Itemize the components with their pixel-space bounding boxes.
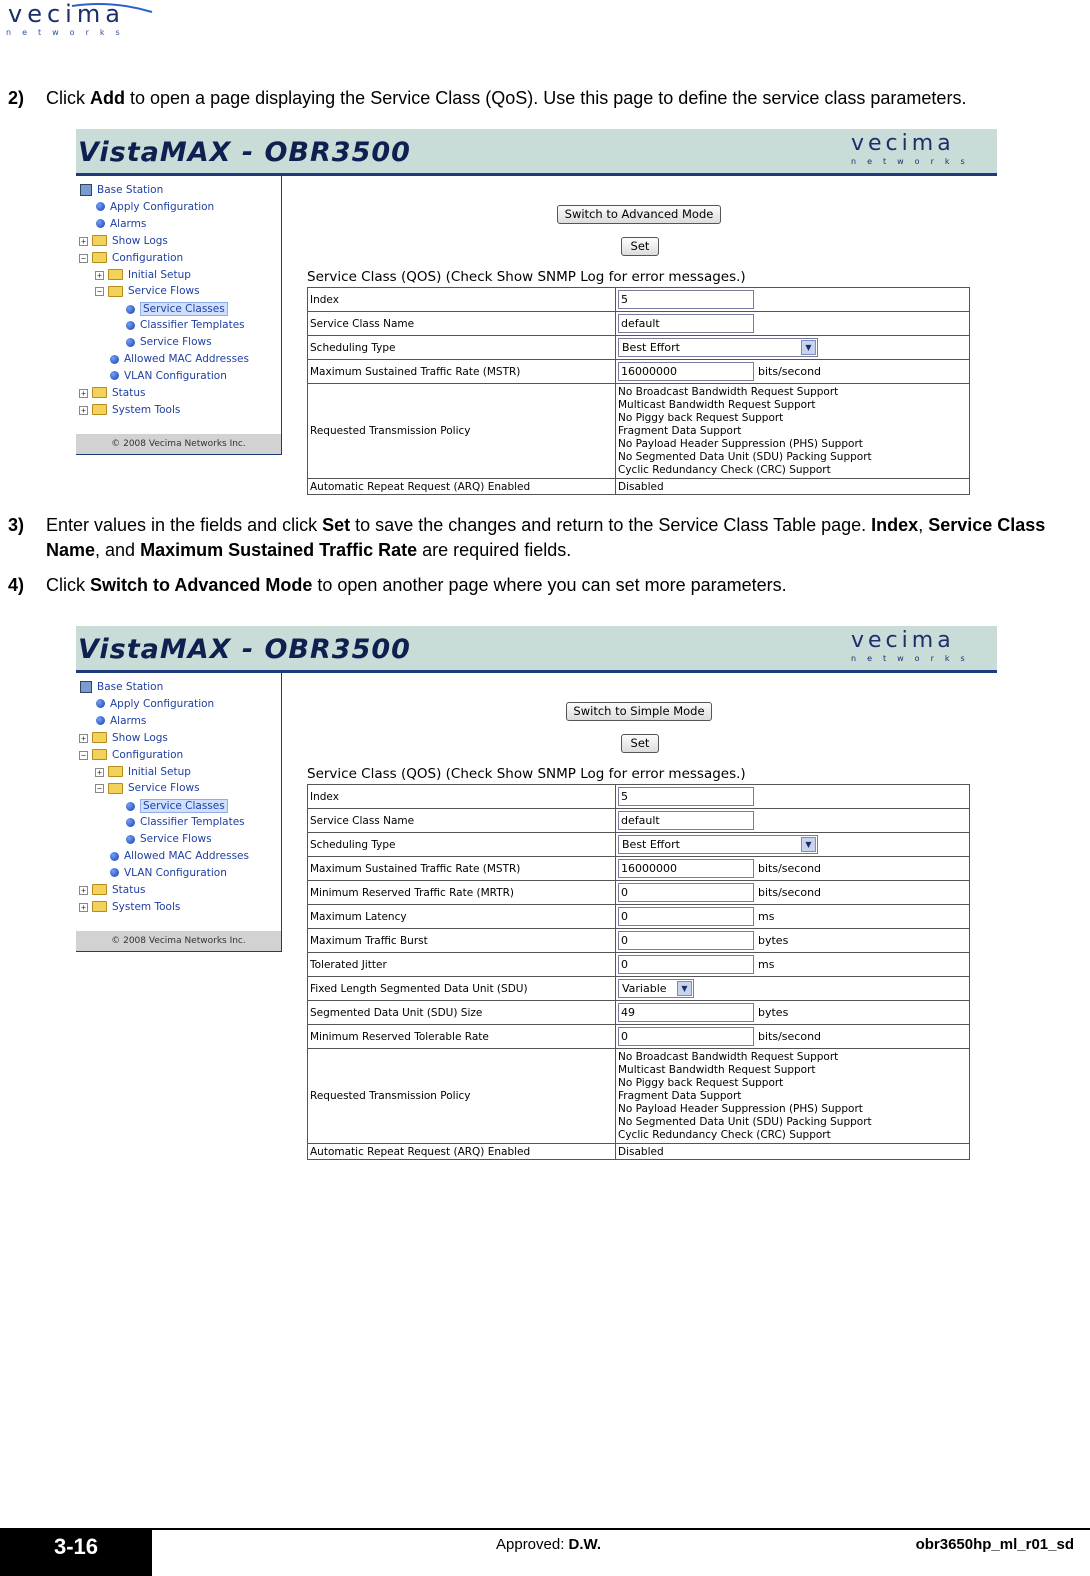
policy-item: No Payload Header Suppression (PHS) Support (618, 1102, 863, 1115)
expand-icon[interactable]: + (79, 886, 88, 895)
bullet-icon (126, 818, 135, 827)
field-cell (616, 312, 970, 336)
nav-item-label: Service Classes (140, 302, 228, 316)
folder-icon (108, 783, 123, 794)
folder-icon (92, 404, 107, 415)
table-row (308, 929, 970, 953)
section-title: Service Class (QOS) (Check Show SNMP Log for error messages.) (307, 766, 746, 782)
folder-icon (108, 269, 123, 280)
bullet-icon (96, 699, 105, 708)
text-input[interactable] (618, 1027, 754, 1046)
table-row (308, 857, 970, 881)
nav-item[interactable] (108, 766, 191, 778)
folder-icon (92, 235, 107, 246)
field-unit: bits/second (758, 364, 822, 378)
table-row (308, 953, 970, 977)
bullet-icon (96, 716, 105, 725)
collapse-icon[interactable]: − (95, 287, 104, 296)
policy-item: Multicast Bandwidth Request Support (618, 398, 816, 411)
field-label: Service Class Name (308, 312, 616, 336)
copyright: © 2008 Vecima Networks Inc. (76, 434, 281, 454)
policy-item: Multicast Bandwidth Request Support (618, 1063, 816, 1076)
nav-item[interactable] (92, 749, 183, 761)
nav-item[interactable] (126, 816, 245, 828)
nav-item[interactable] (110, 370, 227, 382)
nav-item[interactable] (96, 218, 146, 230)
nav-item[interactable] (92, 252, 183, 264)
nav-item-label: Show Logs (112, 234, 168, 247)
policy-item: No Payload Header Suppression (PHS) Support (618, 437, 863, 450)
nav-item[interactable] (126, 319, 245, 331)
field-cell (616, 833, 970, 857)
collapse-icon[interactable]: − (79, 751, 88, 760)
table-row (308, 479, 970, 495)
expand-icon[interactable]: + (79, 903, 88, 912)
select-dropdown[interactable] (618, 979, 694, 998)
nav-item[interactable] (108, 285, 200, 297)
field-unit: bits/second (758, 885, 822, 899)
field-value: Variable (622, 982, 667, 995)
expand-icon[interactable]: + (79, 389, 88, 398)
field-unit: bits/second (758, 1029, 822, 1043)
chevron-down-icon[interactable]: ▼ (801, 837, 816, 852)
field-unit: bytes (758, 1005, 789, 1019)
field-label: Segmented Data Unit (SDU) Size (308, 1001, 616, 1025)
folder-icon (92, 252, 107, 263)
field-label: Minimum Reserved Traffic Rate (MRTR) (308, 881, 616, 905)
field-cell (616, 881, 970, 905)
nav-item[interactable] (110, 850, 249, 862)
policy-item: No Broadcast Bandwidth Request Support (618, 385, 839, 398)
field-value: 0 (621, 1030, 628, 1043)
app-title: VistaMAX - OBR3500 (78, 137, 411, 168)
screenshot-advanced-mode (76, 626, 997, 1168)
table-row (308, 312, 970, 336)
field-label: Minimum Reserved Tolerable Rate (308, 1025, 616, 1049)
field-label: Requested Transmission Policy (308, 1049, 616, 1144)
field-value: Disabled (616, 479, 970, 495)
nav-item[interactable] (92, 387, 145, 399)
policy-item: No Broadcast Bandwidth Request Support (618, 1050, 839, 1063)
field-value: 49 (621, 1006, 635, 1019)
nav-item-label: Alarms (110, 217, 147, 230)
computer-icon (80, 184, 92, 196)
field-label: Index (308, 785, 616, 809)
bullet-icon (110, 355, 119, 364)
field-label: Index (308, 288, 616, 312)
nav-item[interactable] (96, 698, 214, 710)
nav-item[interactable] (80, 184, 163, 196)
computer-icon (80, 681, 92, 693)
table-row (308, 809, 970, 833)
nav-item-label: Initial Setup (128, 765, 191, 778)
field-value: 5 (621, 790, 628, 803)
nav-item-label: Status (112, 386, 146, 399)
nav-item-label: Allowed MAC Addresses (124, 850, 249, 862)
field-value: default (621, 317, 660, 330)
nav-item-label: Classifier Templates (140, 319, 245, 332)
policy-item: No Piggy back Request Support (618, 1076, 784, 1089)
nav-item-label: Configuration (112, 251, 184, 264)
field-label: Requested Transmission Policy (308, 384, 616, 479)
nav-item-label: Service Flows (140, 833, 212, 846)
step-text: Enter values in the fields and click Set to save the changes and return to the Service Class Table page. Index, Service Class Name, and Maximum Sustained Traffic Rate are required fields. (46, 515, 1046, 560)
folder-icon (92, 387, 107, 398)
bullet-icon (110, 852, 119, 861)
nav-item[interactable] (92, 732, 168, 744)
banner-logo: vecima networks (851, 131, 976, 166)
nav-item-label: Service Flows (128, 782, 200, 795)
collapse-icon[interactable]: − (79, 254, 88, 263)
nav-item-label: Service Flows (128, 285, 200, 298)
field-value: 0 (621, 886, 628, 899)
app-banner (76, 626, 997, 673)
screenshot-simple-mode (76, 129, 997, 501)
nav-item[interactable] (92, 884, 145, 896)
expand-icon[interactable]: + (79, 734, 88, 743)
banner-logo: vecima networks (851, 628, 976, 663)
switch-mode-button[interactable]: Switch to Simple Mode (566, 702, 712, 721)
nav-item-label: Alarms (110, 714, 147, 727)
field-cell (616, 1001, 970, 1025)
policy-item: No Piggy back Request Support (618, 411, 784, 424)
nav-item[interactable] (110, 867, 227, 879)
field-cell (616, 336, 970, 360)
text-input[interactable] (618, 955, 754, 974)
field-cell (616, 809, 970, 833)
field-unit: ms (758, 957, 775, 971)
bullet-icon (110, 868, 119, 877)
nav-item-label: Base Station (97, 184, 164, 196)
bullet-icon (96, 202, 105, 211)
policy-item: Cyclic Redundancy Check (CRC) Support (618, 1128, 831, 1141)
field-label: Tolerated Jitter (308, 953, 616, 977)
field-unit: bits/second (758, 861, 822, 875)
field-value: 16000000 (621, 862, 677, 875)
step-number: 3) (8, 515, 25, 535)
folder-icon (92, 884, 107, 895)
field-label: Fixed Length Segmented Data Unit (SDU) (308, 977, 616, 1001)
policy-item: Cyclic Redundancy Check (CRC) Support (618, 463, 831, 476)
text-input[interactable] (618, 362, 754, 381)
text-input[interactable] (618, 811, 754, 830)
table-row (308, 1025, 970, 1049)
nav-item-label: Service Classes (140, 799, 228, 813)
field-label: Automatic Repeat Request (ARQ) Enabled (308, 1144, 616, 1160)
text-input[interactable] (618, 314, 754, 333)
field-value: 0 (621, 910, 628, 923)
bullet-icon (126, 835, 135, 844)
field-cell (616, 929, 970, 953)
field-label: Maximum Sustained Traffic Rate (MSTR) (308, 360, 616, 384)
field-value: 0 (621, 934, 628, 947)
field-label: Maximum Sustained Traffic Rate (MSTR) (308, 857, 616, 881)
collapse-icon[interactable]: − (95, 784, 104, 793)
nav-item[interactable] (126, 833, 212, 845)
text-input[interactable] (618, 290, 754, 309)
expand-icon[interactable]: + (79, 237, 88, 246)
nav-item-label: Classifier Templates (140, 816, 245, 829)
text-input[interactable] (618, 907, 754, 926)
select-dropdown[interactable] (618, 835, 818, 854)
table-row (308, 1049, 970, 1144)
nav-item-label: Configuration (112, 748, 184, 761)
text-input[interactable] (618, 787, 754, 806)
nav-item-label: Apply Configuration (110, 200, 215, 213)
field-unit: bytes (758, 933, 789, 947)
approval: Approved: D.W. (496, 1536, 602, 1553)
field-value: Disabled (616, 1144, 970, 1160)
table-row (308, 1144, 970, 1160)
table-row (308, 785, 970, 809)
field-unit: ms (758, 909, 775, 923)
policy-list (616, 1049, 970, 1144)
policy-item: Fragment Data Support (618, 1089, 742, 1102)
page-number: 3-16 (0, 1530, 152, 1576)
field-cell (616, 953, 970, 977)
nav-item[interactable] (96, 715, 146, 727)
service-class-table (307, 784, 970, 1160)
bullet-icon (110, 371, 119, 380)
app-title: VistaMAX - OBR3500 (78, 634, 411, 665)
policy-item: No Segmented Data Unit (SDU) Packing Support (618, 1115, 872, 1128)
field-value: 16000000 (621, 365, 677, 378)
policy-item: Fragment Data Support (618, 424, 742, 437)
field-cell (616, 785, 970, 809)
service-class-table (307, 287, 970, 495)
field-cell (616, 857, 970, 881)
step-text: Click Add to open a page displaying the Service Class (QoS). Use this page to define the service class parameters. (46, 88, 967, 108)
nav-item-label: Allowed MAC Addresses (124, 353, 249, 365)
nav-sidebar (76, 673, 282, 952)
field-cell (616, 288, 970, 312)
nav-item[interactable] (108, 782, 200, 794)
nav-item-label: Apply Configuration (110, 697, 215, 710)
nav-item[interactable] (92, 235, 168, 247)
bullet-icon (126, 338, 135, 347)
field-value: Best Effort (622, 838, 680, 851)
set-button[interactable]: Set (621, 734, 659, 753)
bullet-icon (96, 219, 105, 228)
nav-item[interactable] (126, 302, 228, 316)
field-label: Service Class Name (308, 809, 616, 833)
table-row (308, 977, 970, 1001)
nav-item[interactable] (108, 269, 191, 281)
table-row (308, 360, 970, 384)
nav-item-label: Status (112, 883, 146, 896)
step-number: 4) (8, 575, 25, 595)
field-label: Maximum Traffic Burst (308, 929, 616, 953)
folder-icon (92, 749, 107, 760)
field-cell (616, 905, 970, 929)
nav-item[interactable] (126, 336, 212, 348)
expand-icon[interactable]: + (79, 406, 88, 415)
table-row (308, 881, 970, 905)
expand-icon[interactable]: + (95, 271, 104, 280)
expand-icon[interactable]: + (95, 768, 104, 777)
field-value: 0 (621, 958, 628, 971)
switch-mode-button[interactable]: Switch to Advanced Mode (557, 205, 721, 224)
field-cell (616, 977, 970, 1001)
select-dropdown[interactable] (618, 338, 818, 357)
field-cell (616, 1025, 970, 1049)
nav-item-label: Base Station (97, 681, 164, 693)
field-value: 5 (621, 293, 628, 306)
section-title: Service Class (QOS) (Check Show SNMP Log for error messages.) (307, 269, 746, 285)
nav-item[interactable] (110, 353, 249, 365)
bullet-icon (126, 802, 135, 811)
step-number: 2) (8, 88, 25, 108)
chevron-down-icon[interactable]: ▼ (677, 981, 692, 996)
folder-icon (92, 901, 107, 912)
table-row (308, 905, 970, 929)
policy-item: No Segmented Data Unit (SDU) Packing Support (618, 450, 872, 463)
nav-item-label: Show Logs (112, 731, 168, 744)
field-label: Scheduling Type (308, 336, 616, 360)
table-row (308, 384, 970, 479)
nav-item[interactable] (92, 404, 180, 416)
nav-item-label: System Tools (112, 403, 181, 416)
field-value: Best Effort (622, 341, 680, 354)
bullet-icon (126, 305, 135, 314)
step-text: Click Switch to Advanced Mode to open another page where you can set more parameters. (46, 575, 787, 595)
folder-icon (108, 766, 123, 777)
policy-list (616, 384, 970, 479)
table-row (308, 833, 970, 857)
table-row (308, 336, 970, 360)
vecima-logo (2, 2, 154, 40)
set-button[interactable]: Set (621, 237, 659, 256)
folder-icon (92, 732, 107, 743)
nav-item-label: VLAN Configuration (124, 866, 227, 879)
logo-sub: networks (6, 28, 131, 37)
copyright: © 2008 Vecima Networks Inc. (76, 931, 281, 951)
table-row (308, 288, 970, 312)
nav-item[interactable] (96, 201, 214, 213)
app-banner (76, 129, 997, 176)
nav-item-label: System Tools (112, 900, 181, 913)
page-footer (0, 1528, 1090, 1576)
nav-item[interactable] (126, 799, 228, 813)
folder-icon (108, 286, 123, 297)
field-label: Scheduling Type (308, 833, 616, 857)
document-id: obr3650hp_ml_r01_sd (915, 1536, 1074, 1553)
text-input[interactable] (618, 1003, 754, 1022)
nav-item-label: Initial Setup (128, 268, 191, 281)
field-cell (616, 360, 970, 384)
text-input[interactable] (618, 883, 754, 902)
field-value: default (621, 814, 660, 827)
field-label: Maximum Latency (308, 905, 616, 929)
nav-item[interactable] (80, 681, 163, 693)
bullet-icon (126, 321, 135, 330)
logo-word: vecima (8, 0, 125, 28)
field-label: Automatic Repeat Request (ARQ) Enabled (308, 479, 616, 495)
text-input[interactable] (618, 859, 754, 878)
table-row (308, 1001, 970, 1025)
nav-item[interactable] (92, 901, 180, 913)
chevron-down-icon[interactable]: ▼ (801, 340, 816, 355)
text-input[interactable] (618, 931, 754, 950)
nav-sidebar (76, 176, 282, 455)
nav-item-label: VLAN Configuration (124, 369, 227, 382)
nav-item-label: Service Flows (140, 336, 212, 349)
